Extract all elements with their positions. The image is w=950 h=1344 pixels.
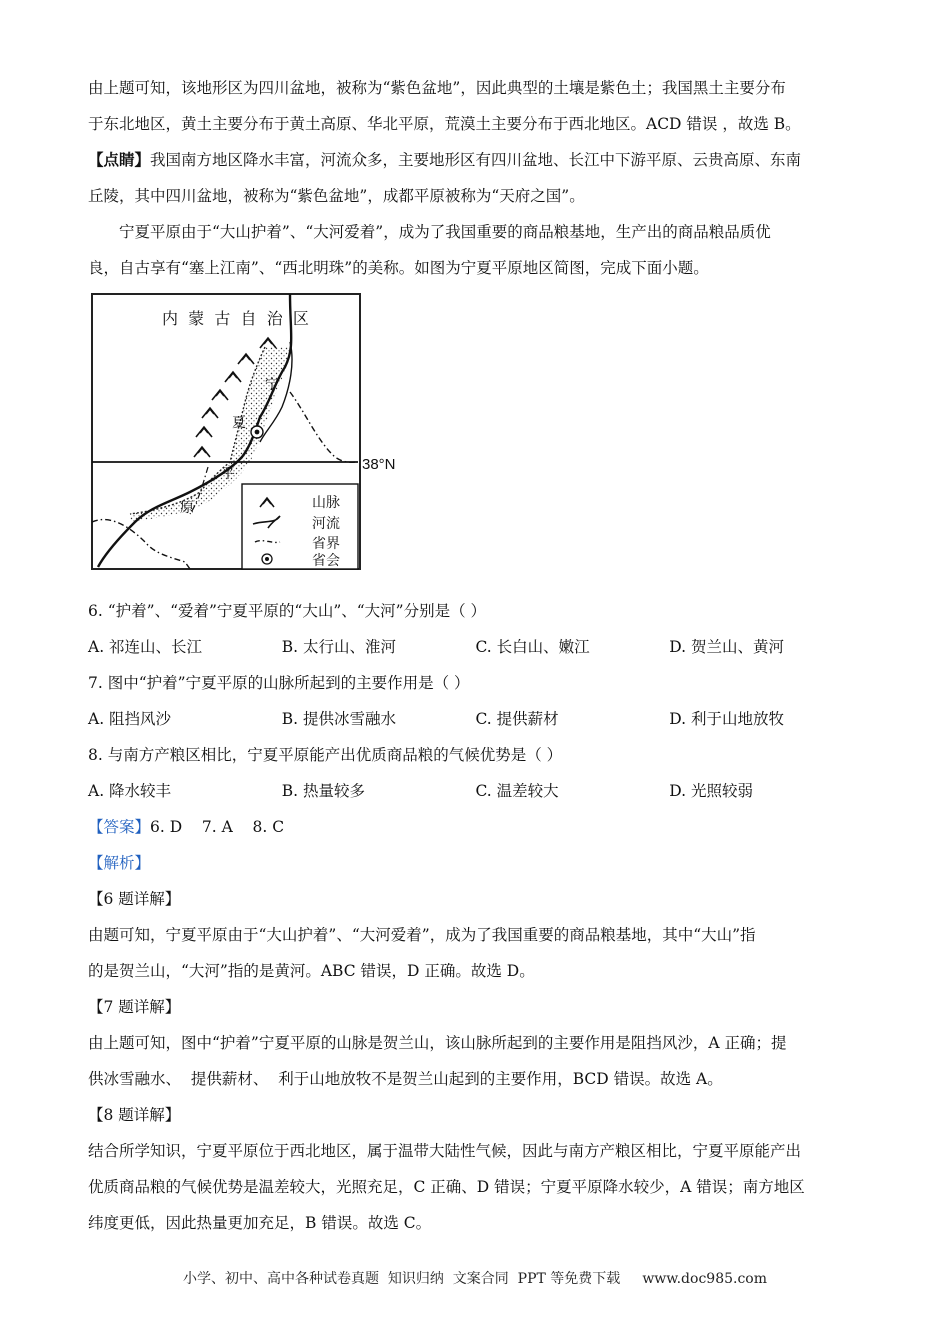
footer-text: 小学、初中、高中各种试卷真题 知识归纳 文案合同 PPT 等免费下载 [182,1271,621,1287]
legend-boundary-label: 省界 [312,536,340,552]
q8-option-c: C. 温差较大 [475,782,559,800]
plain-char-ning: 宁 [265,377,279,393]
question-6-options [88,629,863,665]
latitude-label: 38°N [362,456,396,473]
footer-url[interactable]: www.doc985.com [642,1271,767,1287]
detail-7-line-1: 由上题可知，图中“护着”宁夏平原的山脉是贺兰山，该山脉所起到的主要作用是阻挡风沙，A 正确；提 [88,1034,787,1052]
analysis-label: 【解析】 [88,854,151,872]
detail-8-line-1: 结合所学知识，宁夏平原位于西北地区，属于温带大陆性气候，因此与南方产粮区相比，宁夏平原能产出 [88,1142,802,1160]
ningxia-plain-map [90,292,410,572]
region-label: 内 蒙 古 自 治 区 [162,309,309,328]
page-footer [0,1268,950,1288]
answer-text: 6. D 7. A 8. C [150,818,285,836]
legend-capital-icon [262,554,272,564]
q8-option-a: A. 降水较丰 [88,782,172,800]
detail-6-line-2: 的是贺兰山，“大河”指的是黄河。ABC 错误，D 正确。故选 D。 [88,962,535,980]
tip-line-1 [88,142,863,178]
legend-mountain-label: 山脉 [312,495,340,511]
passage-line-1: 宁夏平原由于“大山护着”、“大河爱着”，成为了我国重要的商品粮基地，生产出的商品粮品质优 [119,223,771,241]
legend-river-label: 河流 [312,516,340,532]
tip-line-2: 丘陵，其中四川盆地，被称为“紫色盆地”，成都平原被称为“天府之国”。 [88,187,585,205]
q6-option-d: D. 贺兰山、黄河 [669,638,784,656]
detail-8-title: 【8 题详解】 [88,1106,181,1124]
detail-6-line-1: 由题可知，宁夏平原由于“大山护着”、“大河爱着”，成为了我国重要的商品粮基地，其中“大山”指 [88,926,756,944]
intro-section [88,70,863,286]
legend-box [242,484,358,569]
answer-line [88,809,863,845]
q6-option-b: B. 太行山、淮河 [281,638,396,656]
question-7-options [88,701,863,737]
question-7-stem: 7. 图中“护着”宁夏平原的山脉所起到的主要作用是（ ） [88,674,470,692]
intro-line-2: 于东北地区，黄土主要分布于黄土高原、华北平原，荒漠土主要分布于西北地区。ACD 错误 ，故选 B。 [88,115,801,133]
detail-7-title: 【7 题详解】 [88,998,181,1016]
q7-option-c: C. 提供薪材 [475,710,559,728]
q7-option-a: A. 阻挡风沙 [88,710,172,728]
question-6-stem: 6. “护着”、“爱着”宁夏平原的“大山”、“大河”分别是（ ） [88,602,487,620]
q8-option-d: D. 光照较弱 [669,782,753,800]
answer-label: 【答案】 [88,818,151,836]
question-8-stem: 8. 与南方产粮区相比，宁夏平原能产出优质商品粮的气候优势是（ ） [88,746,563,764]
q6-option-a: A. 祁连山、长江 [88,638,203,656]
plain-char-ping: 平 [221,466,235,482]
plain-char-xia: 夏 [232,415,246,431]
plain-char-yuan: 原 [180,500,194,516]
q6-option-c: C. 长白山、嫩江 [475,638,590,656]
province-boundary-south [92,520,190,569]
q8-option-b: B. 热量较多 [281,782,365,800]
detail-8-line-3: 纬度更低，因此热量更加充足，B 错误。故选 C。 [88,1214,432,1232]
passage-line-2: 良，自古享有“塞上江南”、“西北明珠”的美称。如图为宁夏平原地区简图，完成下面小题。 [88,259,709,277]
q7-option-b: B. 提供冰雪融水 [281,710,396,728]
detail-7-line-2: 供冰雪融水、 提供薪材、 利于山地放牧不是贺兰山起到的主要作用，BCD 错误。故选 A。 [88,1070,723,1088]
intro-line-1: 由上题可知，该地形区为四川盆地，被称为“紫色盆地”，因此典型的土壤是紫色土；我国黑土主要分布 [88,79,786,97]
tip-text-1: 我国南方地区降水丰富，河流众多，主要地形区有四川盆地、长江中下游平原、云贵高原、东南 [150,151,802,169]
questions-section [88,593,863,1241]
legend-capital-label: 省会 [312,553,340,569]
question-8-options [88,773,863,809]
provincial-capital-icon [251,426,263,438]
q7-option-d: D. 利于山地放牧 [669,710,784,728]
detail-8-line-2: 优质商品粮的气候优势是温差较大，光照充足，C 正确、D 错误；宁夏平原降水较少，A 错误；南方地区 [88,1178,805,1196]
tip-label: 【点睛】 [88,150,151,169]
province-boundary-east [290,392,358,462]
detail-6-title: 【6 题详解】 [88,890,181,908]
